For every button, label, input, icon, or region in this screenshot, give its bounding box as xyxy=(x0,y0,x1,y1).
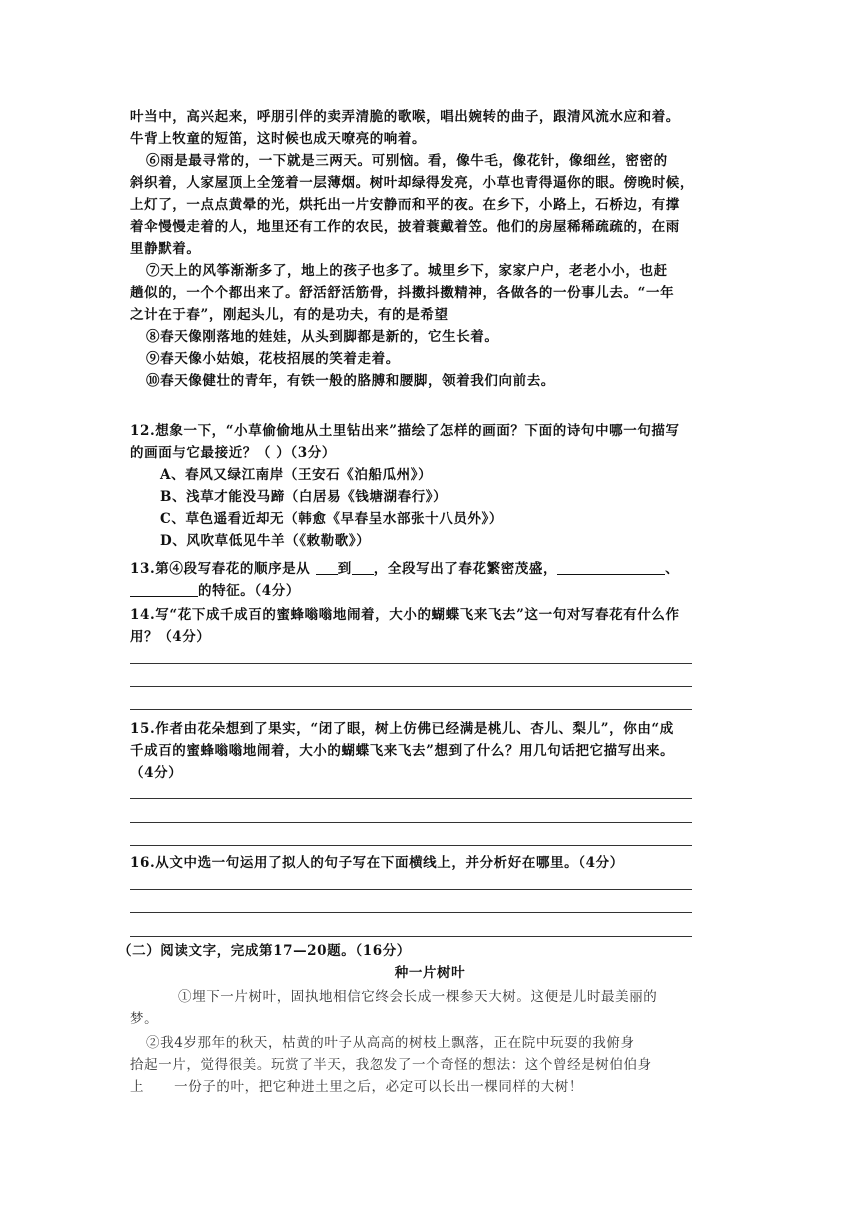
passage-title: 种一片树叶 xyxy=(394,965,466,981)
answer-line[interactable] xyxy=(130,663,692,664)
question-13 xyxy=(130,558,740,580)
passage-line: 梦。 xyxy=(130,1011,159,1027)
passage-line xyxy=(130,1076,740,1098)
paragraph-10: ⑩春天像健壮的青年，有铁一般的胳膊和腰脚，领着我们向前去。 xyxy=(146,373,555,389)
paragraph-9: ⑨春天像小姑娘，花枝招展的笑着走着。 xyxy=(146,351,400,367)
passage-line: 趟似的，一个个都出来了。舒活舒活筋骨，抖擞抖擞精神，各做各的一份事儿去。“一年 xyxy=(130,285,675,301)
paragraph-2: ②我4岁那年的秋天，枯黄的叶子从高高的树枝上飘落，正在院中玩耍的我俯身 xyxy=(146,1035,635,1051)
answer-line[interactable] xyxy=(130,845,692,846)
question-13-cont xyxy=(130,580,740,602)
passage-line: 牛背上牧童的短笛，这时候也成天嘹亮的响着。 xyxy=(130,131,427,147)
question-14-cont: 用？（4分） xyxy=(130,629,211,645)
answer-blank[interactable] xyxy=(316,560,338,575)
paragraph-6: ⑥雨是最寻常的，一下就是三两天。可别恼。看，像牛毛，像花针，像细丝，密密的 xyxy=(146,153,668,169)
option-c: C、草色遥看近却无（韩愈《早春呈水部张十八员外》） xyxy=(160,511,503,527)
option-d: D、风吹草低见牛羊（《敕勒歌》） xyxy=(160,533,371,549)
question-15-points: （4分） xyxy=(130,765,183,781)
passage-line: 里静默着。 xyxy=(130,241,201,257)
answer-blank[interactable] xyxy=(352,560,374,575)
q13-text-a: 13.第④段写春花的顺序是从 xyxy=(130,561,316,577)
text-fragment: 上 xyxy=(130,1079,145,1095)
answer-line[interactable] xyxy=(130,686,692,687)
question-15: 15.作者由花朵想到了果实，“闭了眼，树上仿佛已经满是桃儿、杏儿、梨儿”，你由“成 xyxy=(130,721,674,737)
answer-line[interactable] xyxy=(130,822,692,823)
answer-line[interactable] xyxy=(130,912,692,913)
question-12-cont: 的画面与它最接近？（ ）（3分） xyxy=(130,445,336,461)
question-16: 16.从文中选一句运用了拟人的句子写在下面横线上，并分析好在哪里。（4分） xyxy=(130,855,624,871)
answer-line[interactable] xyxy=(130,798,692,799)
question-12: 12.想象一下，“小草偷偷地从土里钻出来”描绘了怎样的画面？下面的诗句中哪一句描写 xyxy=(130,423,680,439)
answer-line[interactable] xyxy=(130,936,692,937)
answer-blank[interactable] xyxy=(557,560,665,575)
passage-line: 着伞慢慢走着的人，地里还有工作的农民，披着蓑戴着笠。他们的房屋稀稀疏疏的，在雨 xyxy=(130,219,680,235)
q13-text-c: ，全段写出了春花繁密茂盛， xyxy=(373,561,558,577)
passage-line: 斜织着，人家屋顶上全笼着一层薄烟。树叶却绿得发亮，小草也青得逼你的眼。傍晚时候， xyxy=(130,175,694,191)
answer-blank[interactable] xyxy=(130,582,198,597)
passage-line: 上灯了，一点点黄晕的光，烘托出一片安静而和平的夜。在乡下，小路上，石桥边，有撑 xyxy=(130,197,680,213)
paragraph-1: ①埋下一片树叶，固执地相信它终会长成一棵参天大树。这便是儿时最美丽的 xyxy=(178,989,658,1005)
passage-line: 拾起一片，觉得很美。玩赏了半天，我忽发了一个奇怪的想法：这个曾经是树伯伯身 xyxy=(130,1057,652,1073)
option-a: A、春风又绿江南岸（王安石《泊船瓜州》） xyxy=(160,467,433,483)
q13-text-d: 、 xyxy=(665,561,680,577)
q13-text-e: 的特征。（4分） xyxy=(198,583,300,599)
section-heading: （二）阅读文字，完成第17—20题。（16分） xyxy=(118,943,411,959)
text-fragment: 一份子的叶，把它种进土里之后，必定可以长出一棵同样的大树！ xyxy=(174,1079,584,1095)
paragraph-8: ⑧春天像刚落地的娃娃，从头到脚都是新的，它生长着。 xyxy=(146,329,499,345)
passage-line: 之计在于春”，刚起头儿，有的是功夫，有的是希望 xyxy=(130,307,449,323)
question-14: 14.写“花下成千成百的蜜蜂嗡嗡地闹着，大小的蝴蝶飞来飞去”这一句对写春花有什么作 xyxy=(130,607,680,623)
option-b: B、浅草才能没马蹄（白居易《钱塘湖春行》） xyxy=(160,489,448,505)
q13-text-b: 到 xyxy=(337,561,352,577)
question-15-cont: 千成百的蜜蜂嗡嗡地闹着，大小的蝴蝶飞来飞去”想到了什么？用几句话把它描写出来。 xyxy=(130,743,675,759)
answer-line[interactable] xyxy=(130,889,692,890)
answer-line[interactable] xyxy=(130,709,692,710)
passage-line: 叶当中，高兴起来，呼朋引伴的卖弄清脆的歌喉，唱出婉转的曲子，跟清风流水应和着。 xyxy=(130,109,680,125)
paragraph-7: ⑦天上的风筝渐渐多了，地上的孩子也多了。城里乡下，家家户户，老老小小，也赶 xyxy=(146,263,668,279)
